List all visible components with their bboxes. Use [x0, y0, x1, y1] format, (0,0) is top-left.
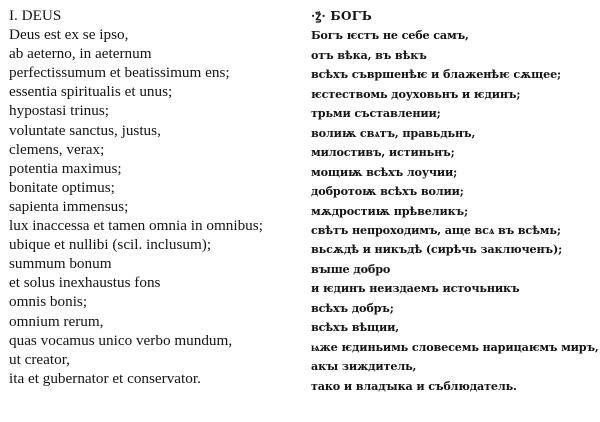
slavonic-line: ѩже ѥдиньимь словесемь нарицаѥмъ миръ, [311, 339, 599, 354]
latin-line: et solus inexhaustus fons [9, 274, 161, 292]
latin-line: ubique et nullibi (scil. inclusum); [9, 236, 212, 254]
slavonic-line: волиѭ свѧтъ, правьдьнъ, [311, 125, 476, 140]
slavonic-line: свѣтъ непроходимъ, аще всѧ въ всѣмь; [311, 222, 561, 237]
slavonic-line: и ѥдинъ неиздаемъ источьникъ [311, 281, 520, 296]
latin-line: ut creator, [9, 350, 70, 368]
latin-line: ab aeterno, in aeternum [9, 45, 152, 63]
latin-line: sapienta immensus; [9, 197, 129, 215]
slavonic-column [311, 7, 599, 396]
latin-line: perfectissumum et beatissimum ens; [9, 64, 230, 82]
latin-line: quas vocamus unico verbo mundum, [9, 331, 233, 349]
latin-line: lux inaccessa et tamen omnia in omnibus; [9, 217, 263, 235]
latin-column [9, 6, 304, 388]
slavonic-line: отъ вѣка, въ вѣкъ [311, 47, 427, 62]
slavonic-line: добротоѭ всѣхъ волии; [311, 184, 464, 199]
slavonic-line: всѣхъ вѣщии, [311, 320, 400, 335]
latin-line: bonitate optimus; [9, 178, 115, 196]
latin-title: I. DEUS [9, 7, 62, 24]
latin-line: potentia maximus; [9, 159, 122, 177]
slavonic-line: вꙑше добро [311, 261, 391, 276]
slavonic-line: Богъ ѥстъ не себе самъ, [311, 28, 469, 43]
latin-line: Deus est ex se ipso, [9, 26, 129, 44]
latin-line: voluntate sanctus, justus, [9, 121, 161, 139]
latin-line: summum bonum [9, 255, 112, 273]
slavonic-line: всѣхъ добръ; [311, 300, 394, 315]
slavonic-title: ·ꙁ҃· БОГЪ [311, 9, 373, 23]
latin-line: ita et gubernator et conservator. [9, 369, 201, 387]
slavonic-line: вьсѫдѣ и никъдѣ (сирѣчь заключенъ); [311, 242, 563, 257]
latin-line: clemens, verax; [9, 140, 105, 158]
slavonic-line: тако и владꙑка и съблюдатель. [311, 378, 517, 393]
latin-line: hypostasi trinus; [9, 102, 109, 120]
latin-line: essentia spiritualis et unus; [9, 83, 173, 101]
slavonic-line: трьми съставлении; [311, 106, 441, 121]
slavonic-line: акꙑ зиждитель, [311, 359, 417, 374]
slavonic-line: всѣхъ съвршенѣѥ и блаженѣѥ сѫщее; [311, 67, 562, 82]
latin-line: omnium rerum, [9, 312, 104, 330]
latin-line: omnis bonis; [9, 293, 88, 311]
slavonic-line: мѫдростиѭ прѣвеликъ; [311, 203, 468, 218]
slavonic-line: ѥстествомь доуховьнъ и ѥдинъ; [311, 86, 521, 101]
slavonic-line: мощиѭ всѣхъ лоучии; [311, 164, 458, 179]
slavonic-line: милостивъ, истиньнъ; [311, 145, 455, 160]
